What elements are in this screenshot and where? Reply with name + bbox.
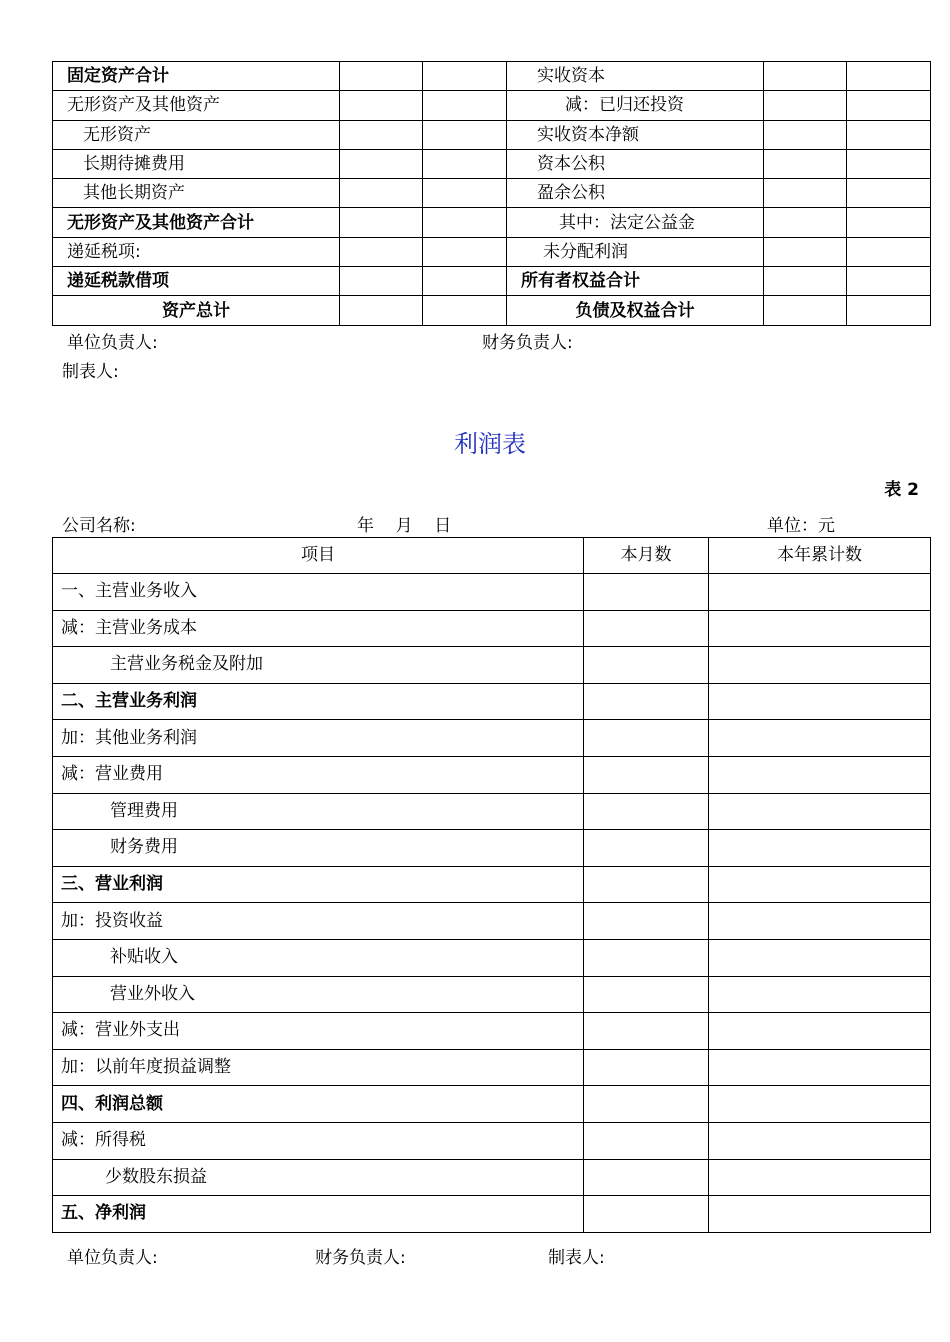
month-value-cell[interactable] — [584, 1086, 709, 1123]
month-value-cell[interactable] — [584, 1122, 709, 1159]
month-value-cell[interactable] — [584, 939, 709, 976]
equity-value-cell[interactable] — [847, 179, 931, 208]
month-value-cell[interactable] — [584, 756, 709, 793]
asset-value-cell[interactable] — [423, 149, 507, 178]
income-item-label: 减：主营业务成本 — [53, 610, 584, 647]
equity-value-cell[interactable] — [847, 91, 931, 120]
equity-value-cell[interactable] — [764, 120, 847, 149]
income-item-label: 四、利润总额 — [53, 1086, 584, 1123]
asset-value-cell[interactable] — [423, 237, 507, 266]
income-item-label: 减：营业外支出 — [53, 1013, 584, 1050]
asset-value-cell[interactable] — [340, 91, 423, 120]
income-statement-table — [52, 537, 931, 1233]
column-header-item: 项目 — [53, 538, 584, 574]
asset-item-label: 递延税款借项 — [53, 267, 340, 296]
income-item-label: 少数股东损益 — [53, 1159, 584, 1196]
asset-value-cell[interactable] — [423, 179, 507, 208]
equity-value-cell[interactable] — [847, 62, 931, 91]
equity-value-cell[interactable] — [764, 296, 847, 325]
equity-value-cell[interactable] — [764, 149, 847, 178]
date-label: 年 月 日 — [357, 516, 452, 536]
table-row — [53, 208, 931, 237]
ytd-value-cell[interactable] — [709, 1049, 931, 1086]
equity-item-label: 实收资本 — [507, 62, 764, 91]
table-header-row — [53, 538, 931, 574]
ytd-value-cell[interactable] — [709, 1196, 931, 1233]
equity-item-label: 减：已归还投资 — [507, 91, 764, 120]
table-row — [53, 756, 931, 793]
income-item-label: 补贴收入 — [53, 939, 584, 976]
equity-value-cell[interactable] — [764, 91, 847, 120]
equity-value-cell[interactable] — [764, 179, 847, 208]
month-value-cell[interactable] — [584, 976, 709, 1013]
ytd-value-cell[interactable] — [709, 610, 931, 647]
ytd-value-cell[interactable] — [709, 1013, 931, 1050]
asset-item-label: 无形资产及其他资产 — [53, 91, 340, 120]
bs-finance-head-label: 财务负责人: — [482, 333, 573, 353]
equity-value-cell[interactable] — [764, 208, 847, 237]
month-value-cell[interactable] — [584, 647, 709, 684]
ytd-value-cell[interactable] — [709, 1086, 931, 1123]
asset-value-cell[interactable] — [340, 179, 423, 208]
income-item-label: 加：其他业务利润 — [53, 720, 584, 757]
asset-value-cell[interactable] — [423, 62, 507, 91]
table-row — [53, 1013, 931, 1050]
table-row — [53, 1049, 931, 1086]
is-finance-head-label: 财务负责人: — [315, 1248, 406, 1268]
ytd-value-cell[interactable] — [709, 647, 931, 684]
ytd-value-cell[interactable] — [709, 720, 931, 757]
equity-item-label: 实收资本净额 — [507, 120, 764, 149]
income-statement-title: 利润表 — [454, 430, 526, 458]
equity-item-label: 其中：法定公益金 — [507, 208, 764, 237]
asset-value-cell[interactable] — [340, 120, 423, 149]
income-item-label: 三、营业利润 — [53, 866, 584, 903]
table-row — [53, 647, 931, 684]
unit-label: 单位：元 — [767, 516, 835, 536]
table-row — [53, 866, 931, 903]
month-value-cell[interactable] — [584, 903, 709, 940]
income-item-label: 财务费用 — [53, 830, 584, 867]
table-row — [53, 830, 931, 867]
ytd-value-cell[interactable] — [709, 939, 931, 976]
equity-value-cell[interactable] — [847, 267, 931, 296]
month-value-cell[interactable] — [584, 1196, 709, 1233]
ytd-value-cell[interactable] — [709, 903, 931, 940]
table-row — [53, 976, 931, 1013]
table-row — [53, 720, 931, 757]
asset-item-label: 递延税项: — [53, 237, 340, 266]
equity-item-label: 所有者权益合计 — [507, 267, 764, 296]
equity-value-cell[interactable] — [847, 296, 931, 325]
month-value-cell[interactable] — [584, 1159, 709, 1196]
equity-value-cell[interactable] — [847, 208, 931, 237]
table-row — [53, 267, 931, 296]
asset-item-label: 无形资产及其他资产合计 — [53, 208, 340, 237]
equity-value-cell[interactable] — [764, 62, 847, 91]
month-value-cell[interactable] — [584, 830, 709, 867]
is-unit-head-label: 单位负责人: — [67, 1248, 158, 1268]
income-item-label: 加：投资收益 — [53, 903, 584, 940]
asset-value-cell[interactable] — [340, 267, 423, 296]
balance-sheet-table — [52, 61, 931, 326]
ytd-value-cell[interactable] — [709, 976, 931, 1013]
ytd-value-cell[interactable] — [709, 574, 931, 611]
table-row — [53, 683, 931, 720]
asset-item-label: 资产总计 — [53, 296, 340, 325]
bs-preparer-label: 制表人: — [62, 362, 119, 382]
ytd-value-cell[interactable] — [709, 793, 931, 830]
equity-value-cell[interactable] — [847, 120, 931, 149]
equity-value-cell[interactable] — [764, 237, 847, 266]
table-row — [53, 296, 931, 325]
ytd-value-cell[interactable] — [709, 830, 931, 867]
ytd-value-cell[interactable] — [709, 1159, 931, 1196]
equity-value-cell[interactable] — [764, 267, 847, 296]
table-row — [53, 1196, 931, 1233]
table-row — [53, 149, 931, 178]
equity-value-cell[interactable] — [847, 149, 931, 178]
income-item-label: 二、主营业务利润 — [53, 683, 584, 720]
income-item-label: 减：所得税 — [53, 1122, 584, 1159]
equity-item-label: 资本公积 — [507, 149, 764, 178]
income-item-label: 一、主营业务收入 — [53, 574, 584, 611]
asset-item-label: 长期待摊费用 — [53, 149, 340, 178]
month-value-cell[interactable] — [584, 866, 709, 903]
asset-item-label: 无形资产 — [53, 120, 340, 149]
equity-value-cell[interactable] — [847, 237, 931, 266]
table-row — [53, 793, 931, 830]
ytd-value-cell[interactable] — [709, 866, 931, 903]
bs-unit-head-label: 单位负责人: — [67, 333, 158, 353]
table-row — [53, 1159, 931, 1196]
month-value-cell[interactable] — [584, 610, 709, 647]
income-item-label: 减：营业费用 — [53, 756, 584, 793]
table-row — [53, 62, 931, 91]
is-preparer-label: 制表人: — [548, 1248, 605, 1268]
asset-value-cell[interactable] — [423, 91, 507, 120]
table-row — [53, 939, 931, 976]
table-row — [53, 1122, 931, 1159]
income-item-label: 加：以前年度损益调整 — [53, 1049, 584, 1086]
ytd-value-cell[interactable] — [709, 756, 931, 793]
table-row — [53, 120, 931, 149]
income-item-label: 主营业务税金及附加 — [53, 647, 584, 684]
month-value-cell[interactable] — [584, 720, 709, 757]
table-row — [53, 1086, 931, 1123]
asset-value-cell[interactable] — [340, 208, 423, 237]
asset-value-cell[interactable] — [340, 296, 423, 325]
table-number: 表 2 — [884, 480, 919, 500]
asset-value-cell[interactable] — [423, 120, 507, 149]
table-row — [53, 179, 931, 208]
table-row — [53, 574, 931, 611]
month-value-cell[interactable] — [584, 683, 709, 720]
income-item-label: 营业外收入 — [53, 976, 584, 1013]
equity-item-label: 负债及权益合计 — [507, 296, 764, 325]
table-row — [53, 91, 931, 120]
income-item-label: 五、净利润 — [53, 1196, 584, 1233]
ytd-value-cell[interactable] — [709, 1122, 931, 1159]
column-header-month: 本月数 — [584, 538, 709, 574]
asset-value-cell[interactable] — [340, 62, 423, 91]
month-value-cell[interactable] — [584, 1013, 709, 1050]
asset-item-label: 固定资产合计 — [53, 62, 340, 91]
equity-item-label: 未分配利润 — [507, 237, 764, 266]
asset-item-label: 其他长期资产 — [53, 179, 340, 208]
column-header-ytd: 本年累计数 — [709, 538, 931, 574]
asset-value-cell[interactable] — [423, 296, 507, 325]
asset-value-cell[interactable] — [423, 208, 507, 237]
company-name-label: 公司名称: — [62, 516, 136, 536]
asset-value-cell[interactable] — [340, 149, 423, 178]
asset-value-cell[interactable] — [423, 267, 507, 296]
month-value-cell[interactable] — [584, 574, 709, 611]
table-row — [53, 903, 931, 940]
table-row — [53, 237, 931, 266]
asset-value-cell[interactable] — [340, 237, 423, 266]
month-value-cell[interactable] — [584, 1049, 709, 1086]
ytd-value-cell[interactable] — [709, 683, 931, 720]
equity-item-label: 盈余公积 — [507, 179, 764, 208]
table-row — [53, 610, 931, 647]
income-item-label: 管理费用 — [53, 793, 584, 830]
month-value-cell[interactable] — [584, 793, 709, 830]
